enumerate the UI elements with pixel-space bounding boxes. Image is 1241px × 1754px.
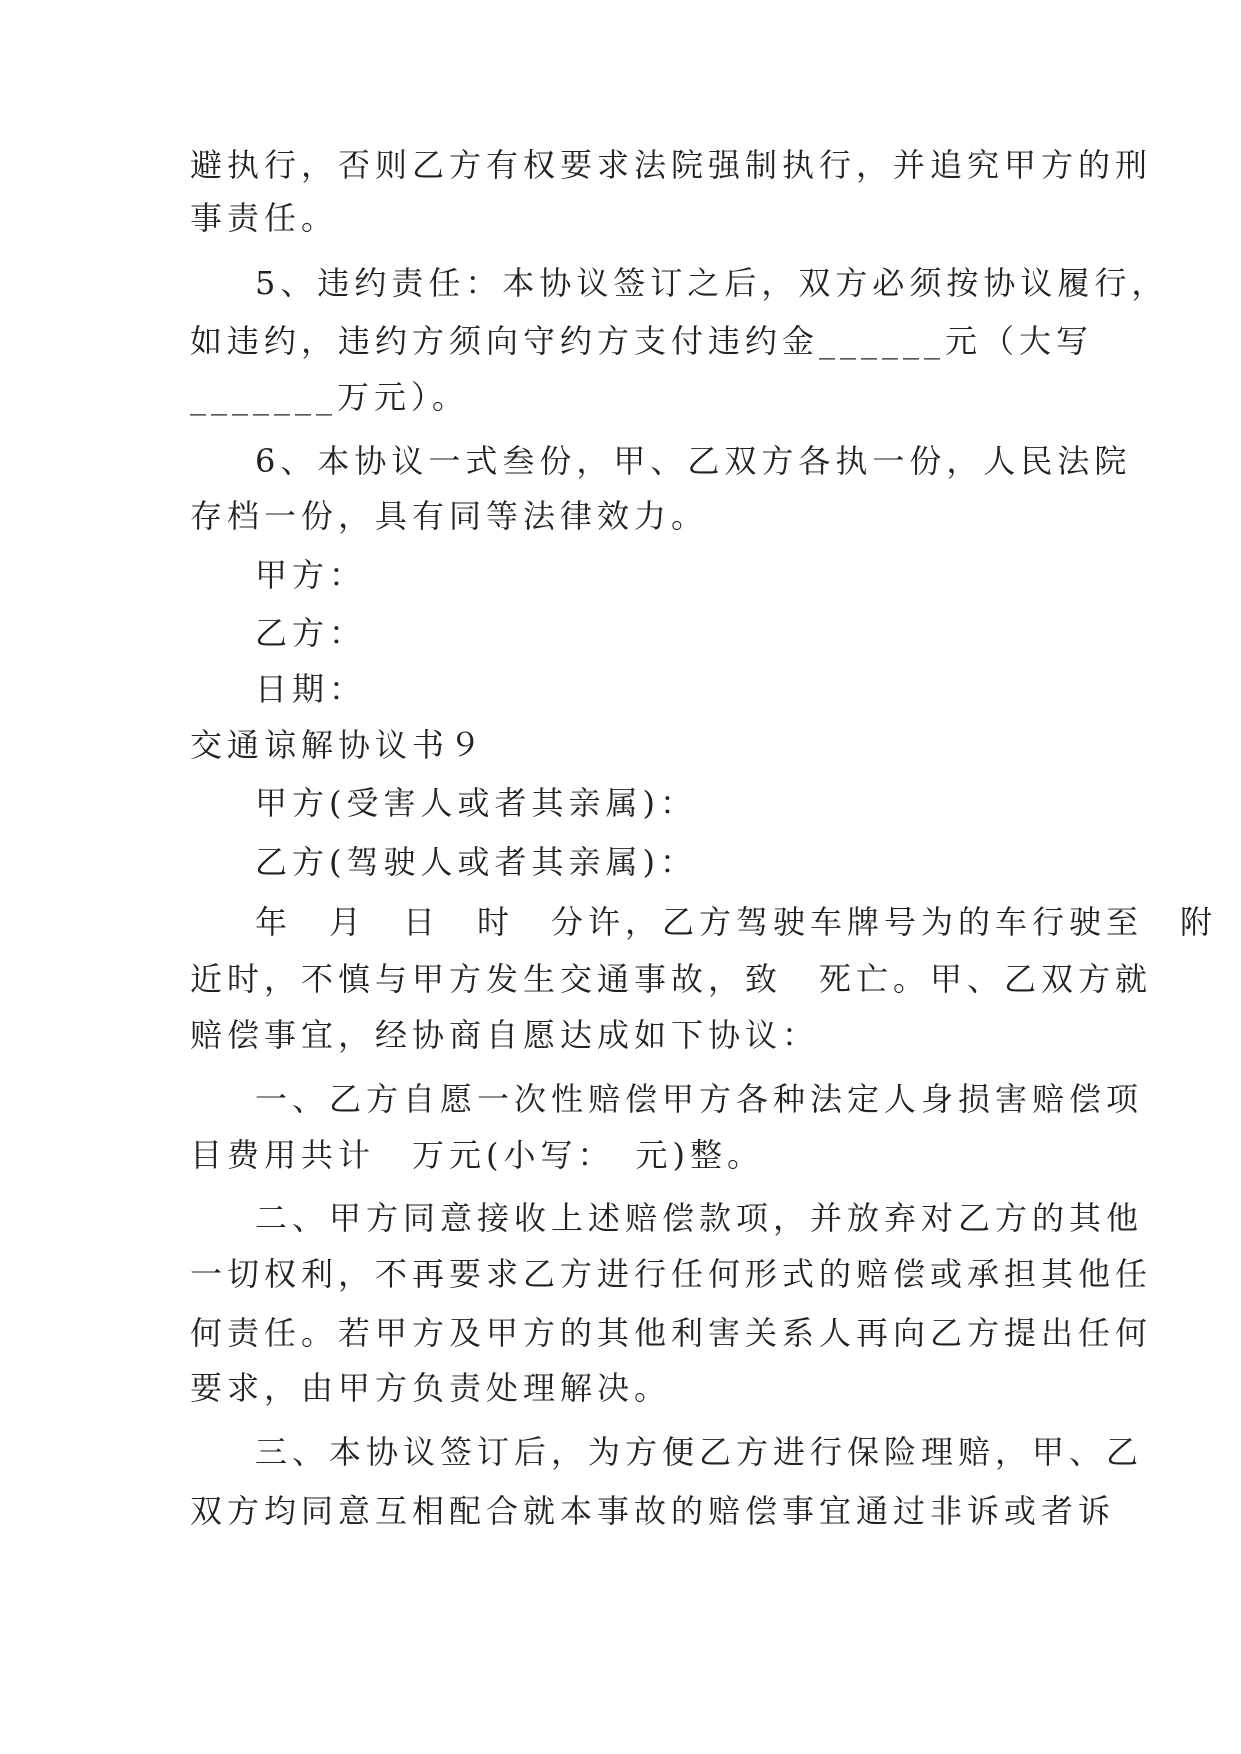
- text-line: 近时，不慎与甲方发生交通事故，致 死亡。甲、乙双方就: [190, 960, 1153, 998]
- text-line: 6、本协议一式叁份，甲、乙双方各执一份，人民法院: [255, 442, 1132, 480]
- party-b-line: 乙方(驾驶人或者其亲属)：: [255, 843, 697, 881]
- text-line: 双方均同意互相配合就本事故的赔偿事宜通过非诉或者诉: [190, 1492, 1116, 1530]
- section-heading: 交通谅解协议书９: [190, 726, 487, 764]
- signature-party-a: 甲方：: [255, 556, 367, 594]
- text-line: 存档一份，具有同等法律效力。: [190, 497, 709, 535]
- signature-party-b: 乙方：: [255, 614, 367, 652]
- text-line: 赔偿事宜，经协商自愿达成如下协议：: [190, 1016, 820, 1054]
- text-line: 三、本协议签订后，为方便乙方进行保险理赔，甲、乙: [255, 1433, 1144, 1471]
- text-line: 年 月 日 时 分许，乙方驾驶车牌号为的车行驶至 附: [255, 903, 1218, 941]
- text-line: 二、甲方同意接收上述赔偿款项，并放弃对乙方的其他: [255, 1199, 1144, 1237]
- text-line: _______万元）。: [190, 378, 470, 416]
- text-line: 一、乙方自愿一次性赔偿甲方各种法定人身损害赔偿项: [255, 1080, 1144, 1118]
- text-line: 避执行，否则乙方有权要求法院强制执行，并追究甲方的刑: [190, 146, 1153, 184]
- text-line: 事责任。: [190, 199, 339, 237]
- signature-date: 日期：: [255, 670, 367, 708]
- text-line: 何责任。若甲方及甲方的其他利害关系人再向乙方提出任何: [190, 1314, 1153, 1352]
- text-line: 一切权利，不再要求乙方进行任何形式的赔偿或承担其他任: [190, 1255, 1153, 1293]
- text-line: 目费用共计 万元(小写： 元)整。: [190, 1136, 764, 1174]
- text-line: 要求，由甲方负责处理解决。: [190, 1369, 672, 1407]
- text-line: 5、违约责任：本协议签订之后，双方必须按协议履行，: [255, 264, 1169, 302]
- party-a-line: 甲方(受害人或者其亲属)：: [255, 784, 697, 822]
- text-line: 如违约，违约方须向守约方支付违约金______元（大写: [190, 322, 1094, 360]
